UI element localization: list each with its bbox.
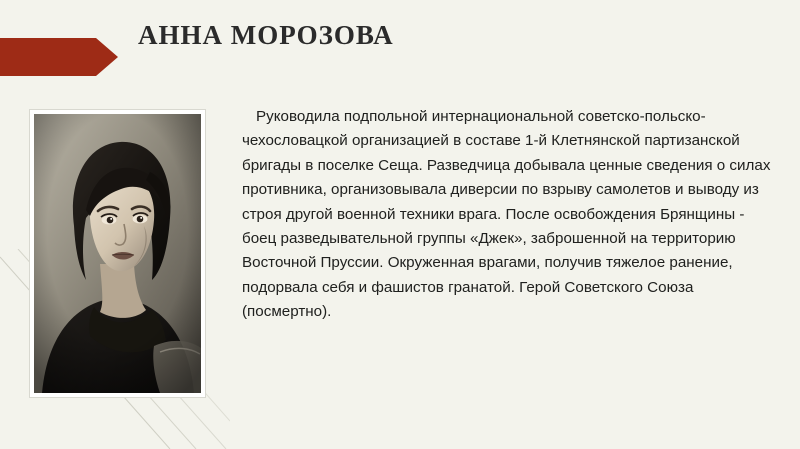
biography-paragraph: Руководила подпольной интернациональной советско-польско-чехословацкой организацией в составе 1-й Клетнянской партизанской бригады в поселке Сеща. Разведчица добывала ценные сведения о силах противника, организовывала диверсии по взрыву самолетов и выводу из строя другой военной техники врага. После освобождения Брянщины - боец разведывательной группы «Джек», заброшенной на территорию Восточной Пруссии. Окруженная врагами, получив тяжелое ранение, подорвала себя и фашистов гранатой. Герой Советского Союза (посмертно). bbox=[242, 108, 771, 321]
page-title: АННА МОРОЗОВА bbox=[138, 20, 394, 50]
biography-text bbox=[242, 105, 774, 325]
portrait-photo-frame bbox=[30, 110, 205, 397]
portrait-photo bbox=[34, 114, 201, 393]
portrait-illustration bbox=[34, 114, 201, 393]
accent-arrow-banner bbox=[0, 38, 118, 76]
